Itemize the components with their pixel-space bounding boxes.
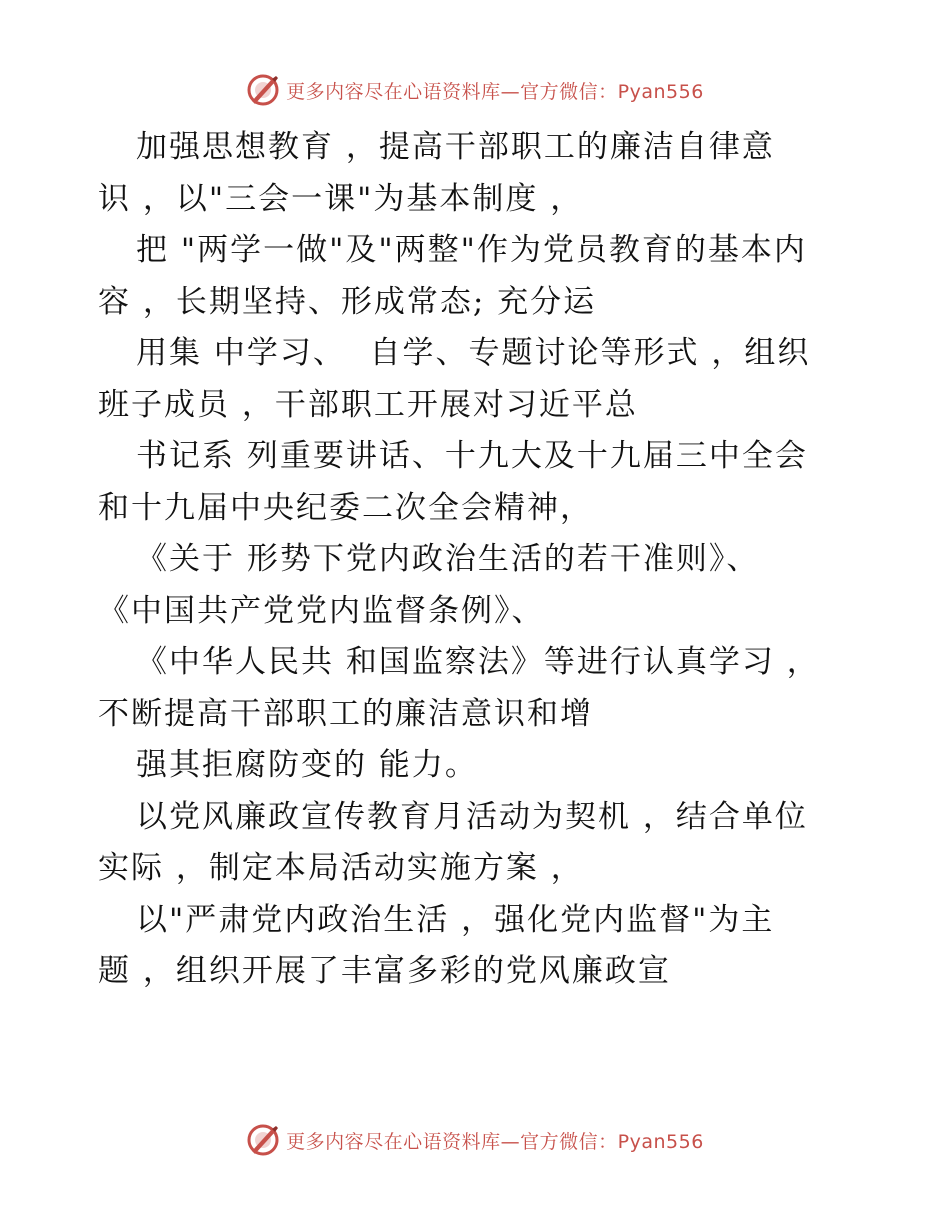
text-line: 《关于 形势下党内政治生活的若干准则》、: [136, 541, 760, 577]
text-line: 以"严肃党内政治生活 ，强化党内监督"为主: [136, 901, 775, 938]
text-line: 实际 ，制定本局活动实施方案 ，: [98, 850, 584, 886]
text-line: 强其拒腐防变的 能力。: [136, 747, 478, 783]
text-line: 《中华人民共 和国监察法》等进行认真学习 ，: [136, 644, 820, 680]
footer-banner: [0, 1120, 950, 1160]
text-line: 把 "两学一做"及"两整"作为党员教育的基本内: [136, 232, 807, 268]
text-line: 容 ，长期坚持、形成常态; 充分运: [98, 283, 597, 320]
text-line: 和十九届中央纪委二次全会精神，: [98, 489, 593, 526]
text-line: 用集 中学习、 自学、专题讨论等形式 ，组织: [136, 335, 811, 371]
text-line: 以党风廉政宣传教育月活动为契机 ，结合单位: [136, 798, 808, 835]
text-line: 不断提高干部职工的廉洁意识和增: [98, 695, 593, 732]
pen-circle-logo-icon: [246, 73, 280, 107]
text-line: 识 ，以"三会一课"为基本制度 ，: [98, 180, 584, 217]
header-banner-text: 更多内容尽在心语资料库—官方微信：Pyan556: [286, 80, 704, 103]
text-line: 班子成员 ，干部职工开展对习近平总: [98, 386, 638, 423]
footer-banner-content: [246, 1123, 704, 1157]
document-body: [98, 122, 858, 998]
header-banner: [0, 70, 950, 110]
text-line: 书记系 列重要讲话、十九大及十九届三中全会: [136, 438, 808, 474]
text-line: 《中国共产党党内监督条例》、: [98, 592, 545, 629]
header-banner-content: [246, 73, 704, 107]
pen-circle-logo-icon: [246, 1123, 280, 1157]
text-line: 加强思想教育 ，提高干部职工的廉洁自律意: [136, 129, 775, 165]
footer-banner-text: 更多内容尽在心语资料库—官方微信：Pyan556: [286, 1130, 704, 1153]
text-line: 题 ，组织开展了丰富多彩的党风廉政宣: [98, 953, 671, 989]
